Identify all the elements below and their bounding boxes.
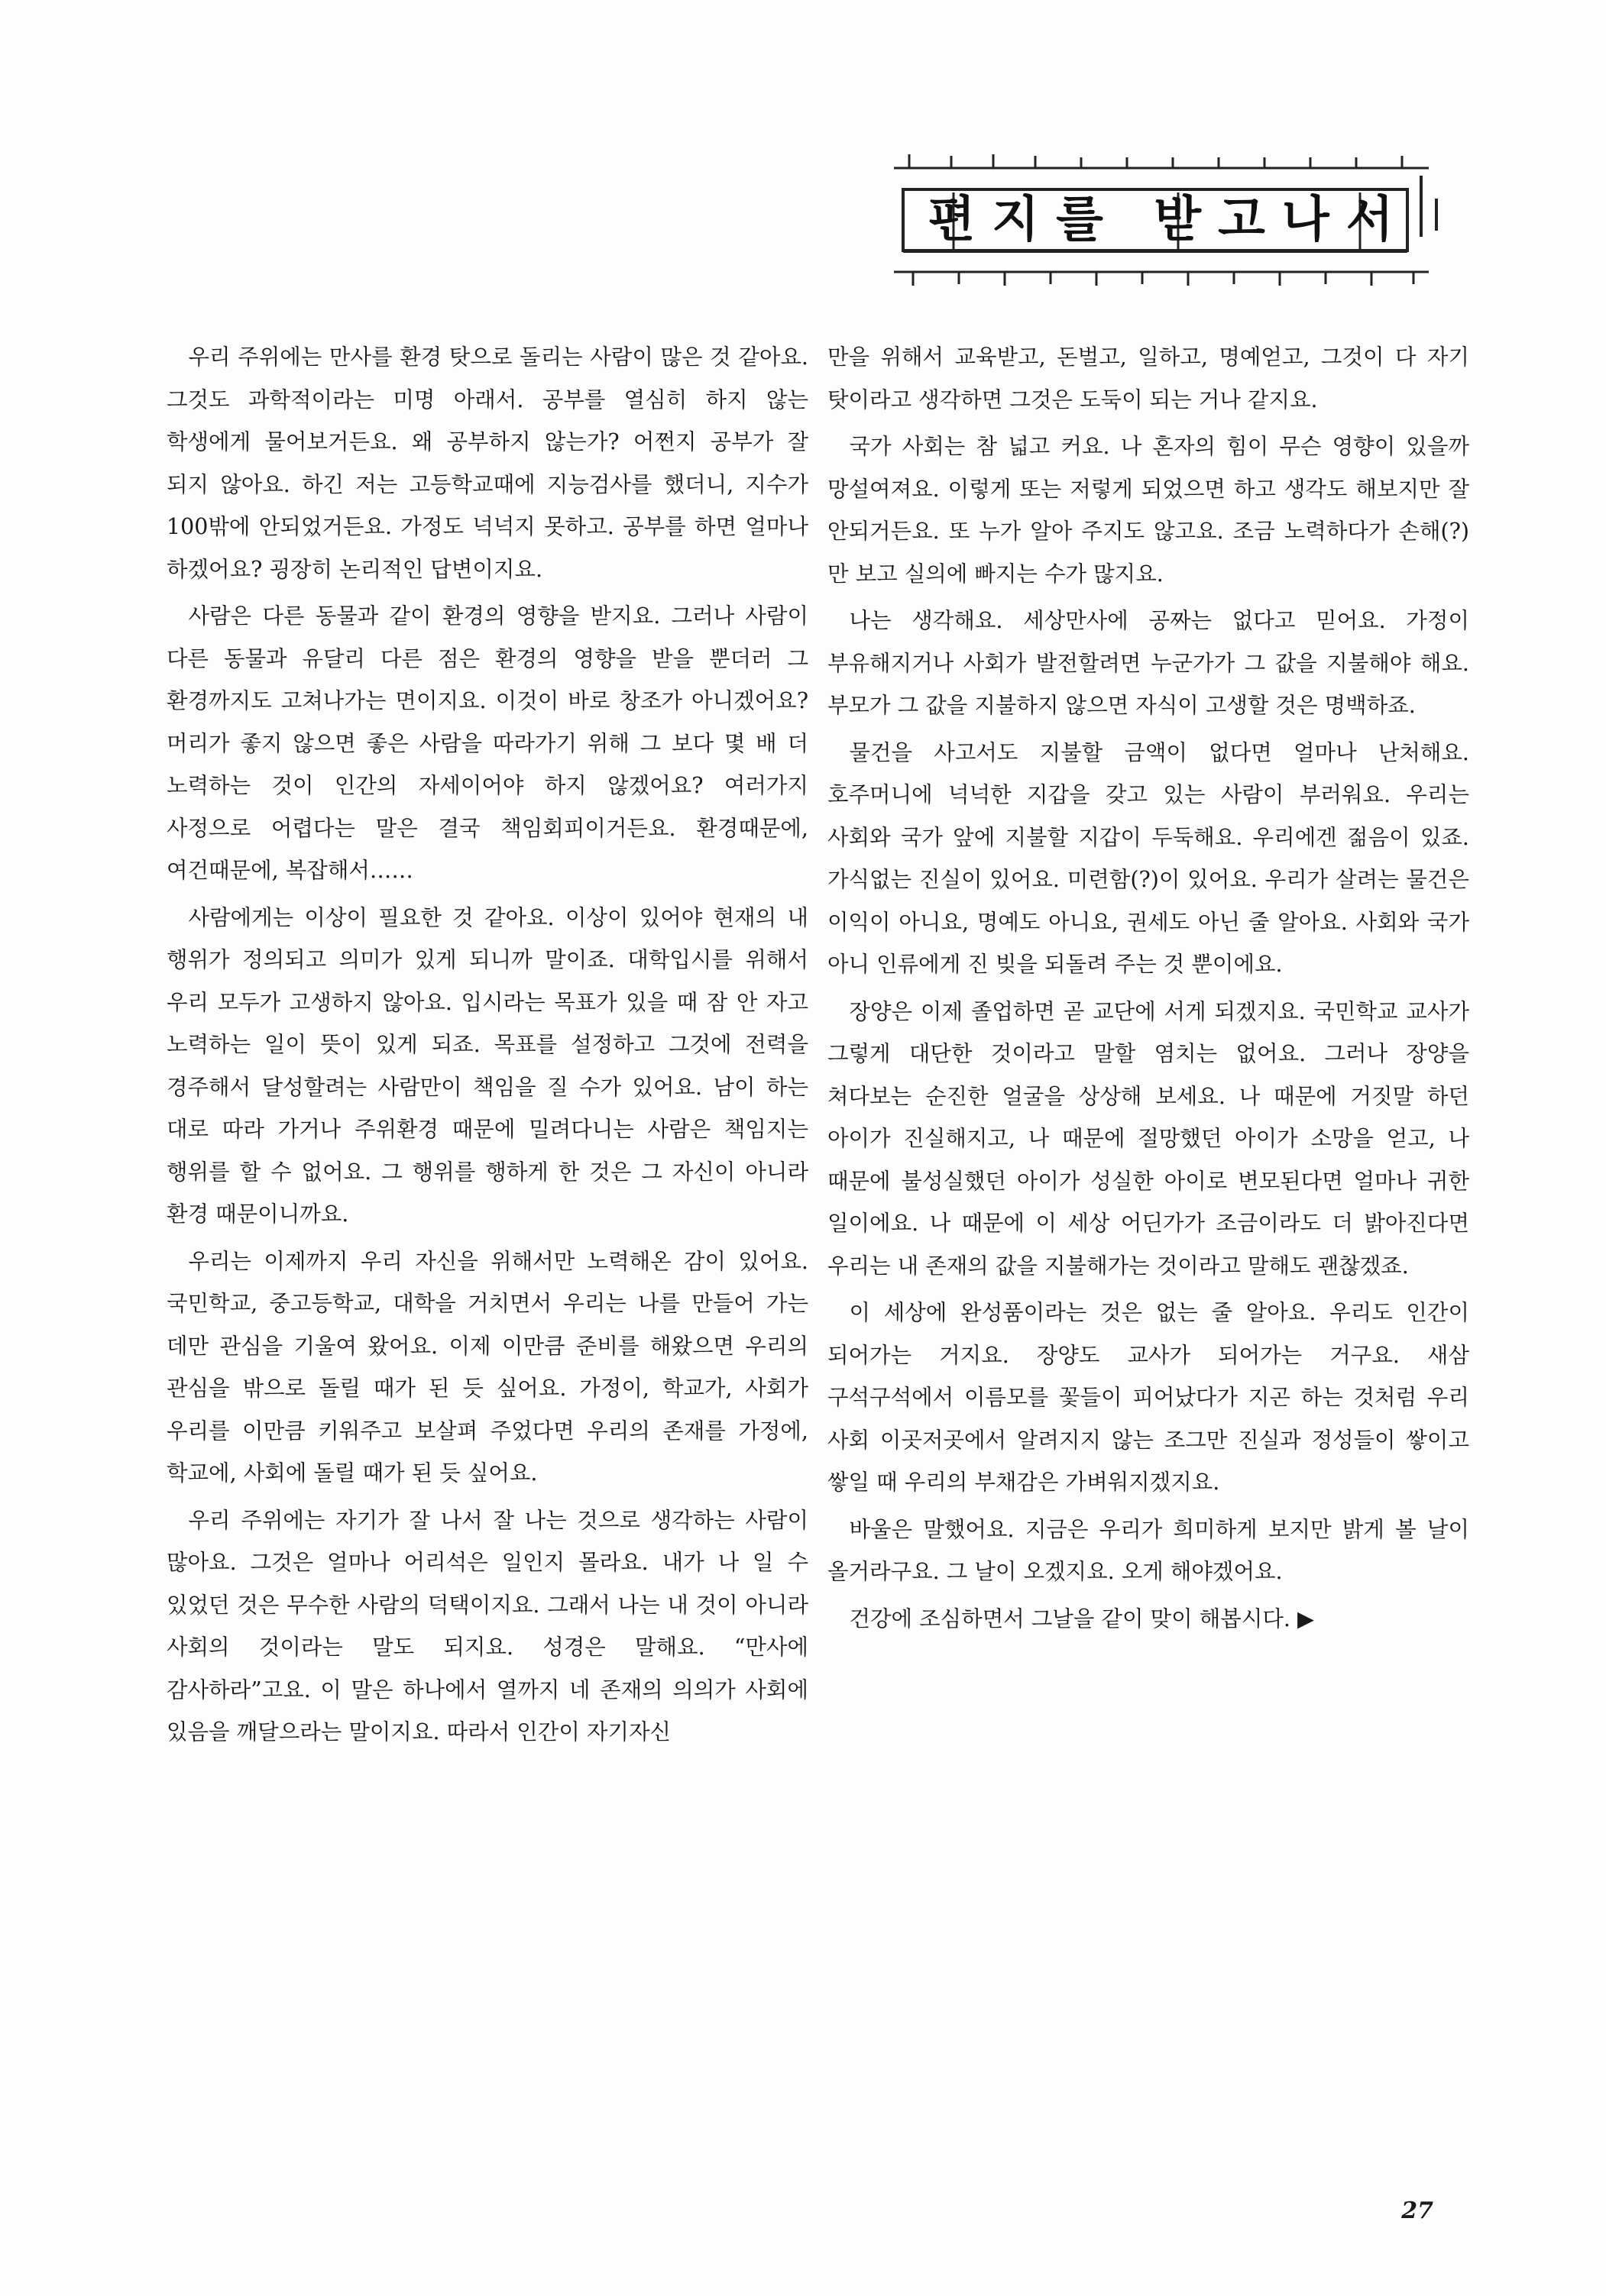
paragraph: 우리 주위에는 자기가 잘 나서 잘 나는 것으로 생각하는 사람이 많아요. 그것은 얼마나 어리석은 일인지 몰라요. 내가 나 일 수 있었던 것은 무수한 사람의 덕택이지요. 그래서 나는 내 것이 아니라 사회의 것이라는 말도 되지요. 성경은 말해요. “만사에 감사하라”고요. 이 말은 하나에서 열까지 네 존재의 의의가 사회에 있음을 깨달으라는 말이지요. 따라서 인간이 자기자신 [167, 1507, 808, 1745]
paragraph: 우리는 이제까지 우리 자신을 위해서만 노력해온 감이 있어요. 국민학교, 중고등학교, 대학을 거치면서 우리는 나를 만들어 가는 데만 관심을 기울여 왔어요. 이제 이만큼 준비를 해왔으면 우리의 관심을 밖으로 돌릴 때가 된 듯 싶어요. 가정이, 학교가, 사회가 우리를 이만큼 키워주고 보살펴 주었다면 우리의 존재를 가정에, 학교에, 사회에 돌릴 때가 된 듯 싶어요. [167, 1248, 808, 1486]
paragraph-continued: 만을 위해서 교육받고, 돈벌고, 일하고, 명예얻고, 그것이 다 자기 탓이라고 생각하면 그것은 도둑이 되는 거나 같지요. [827, 344, 1469, 412]
right-column [827, 336, 1469, 1644]
paragraph: 이 세상에 완성품이라는 것은 없는 줄 알아요. 우리도 인간이 되어가는 거지요. 장양도 교사가 되어가는 거구요. 새삼 구석구석에서 이름모를 꽃들이 피어났다가 지곤 하는 것처럼 우리 사회 이곳저곳에서 알려지지 않는 조그만 진실과 정성들이 쌓이고 쌓일 때 우리의 부채감은 가벼워지겠지요. [827, 1300, 1469, 1495]
title-banner [879, 145, 1459, 290]
paragraph: 국가 사회는 참 넓고 커요. 나 혼자의 힘이 무슨 영향이 있을까 망설여져요. 이렇게 또는 저렇게 되었으면 하고 생각도 해보지만 잘 안되거든요. 또 누가 알아 주지도 않고요. 조금 노력하다가 손해(?)만 보고 실의에 빠지는 수가 많지요. [827, 434, 1469, 587]
paragraph: 나는 생각해요. 세상만사에 공짜는 없다고 믿어요. 가정이 부유해지거나 사회가 발전할려면 누군가가 그 값을 지불해야 해요. 부모가 그 값을 지불하지 않으면 자식이 고생할 것은 명백하죠. [827, 608, 1469, 718]
paragraph: 우리 주위에는 만사를 환경 탓으로 돌리는 사람이 많은 것 같아요. 그것도 과학적이라는 미명 아래서. 공부를 열심히 하지 않는 학생에게 물어보거든요. 왜 공부하지 않는가? 어쩐지 공부가 잘 되지 않아요. 하긴 저는 고등학교때에 지능검사를 했더니, 지수가 100밖에 안되었거든요. 가정도 넉넉지 못하고. 공부를 하면 얼마나 하겠어요? 굉장히 논리적인 답변이지요. [167, 344, 808, 582]
paragraph: 장양은 이제 졸업하면 곧 교단에 서게 되겠지요. 국민학교 교사가 그렇게 대단한 것이라고 말할 염치는 없어요. 그러나 장양을 쳐다보는 순진한 얼굴을 상상해 보세요. 나 때문에 거짓말 하던 아이가 진실해지고, 나 때문에 절망했던 아이가 소망을 얻고, 나 때문에 불성실했던 아이가 성실한 아이로 변모된다면 얼마나 귀한 일이에요. 나 때문에 이 세상 어딘가가 조금이라도 더 밝아진다면 우리는 내 존재의 값을 지불해가는 것이라고 말해도 괜찮겠죠. [827, 998, 1469, 1279]
closing-paragraph: 건강에 조심하면서 그날을 같이 맞이 해봅시다. ▶ [849, 1606, 1314, 1631]
paragraph: 사람은 다른 동물과 같이 환경의 영향을 받지요. 그러나 사람이 다른 동물과 유달리 다른 점은 환경의 영향을 받을 뿐더러 그 환경까지도 고쳐나가는 면이지요. 이것이 바로 창조가 아니겠어요? 머리가 좋지 않으면 좋은 사람을 따라가기 위해 그 보다 몇 배 더 노력하는 것이 인간의 자세이어야 하지 않겠어요? 여러가지 사정으로 어렵다는 말은 결국 책임회피이거든요. 환경때문에, 여건때문에, 복잡해서…… [167, 603, 808, 883]
paragraph: 바울은 말했어요. 지금은 우리가 희미하게 보지만 밝게 볼 날이 올거라구요. 그 날이 오겠지요. 오게 해야겠어요. [827, 1516, 1469, 1584]
paragraph: 사람에게는 이상이 필요한 것 같아요. 이상이 있어야 현재의 내 행위가 정의되고 의미가 있게 되니까 말이죠. 대학입시를 위해서 우리 모두가 고생하지 않아요. 입시라는 목표가 있을 때 잠 안 자고 노력하는 일이 뜻이 있게 되죠. 목표를 설정하고 그것에 전력을 경주해서 달성할려는 사람만이 책임을 질 수가 있어요. 남이 하는 대로 따라 가거나 주위환경 때문에 밀려다니는 사람은 책임지는 행위를 할 수 없어요. 그 행위를 행하게 한 것은 그 자신이 아니라 환경 때문이니까요. [167, 904, 808, 1227]
article-title: 편지를 받고나서 [928, 192, 1410, 248]
paragraph: 물건을 사고서도 지불할 금액이 없다면 얼마나 난처해요. 호주머니에 넉넉한 지갑을 갖고 있는 사람이 부러워요. 우리는 사회와 국가 앞에 지불할 지갑이 두둑해요. 우리에겐 젊음이 있죠. 가식없는 진실이 있어요. 미련함(?)이 있어요. 우리가 살려는 물건은 이익이 아니요, 명예도 아니요, 권세도 아닌 줄 알아요. 사회와 국가 아니 인류에게 진 빚을 되돌려 주는 것 뿐이에요. [827, 739, 1469, 977]
page-number: 27 [1401, 2197, 1433, 2224]
left-column [167, 336, 808, 1758]
